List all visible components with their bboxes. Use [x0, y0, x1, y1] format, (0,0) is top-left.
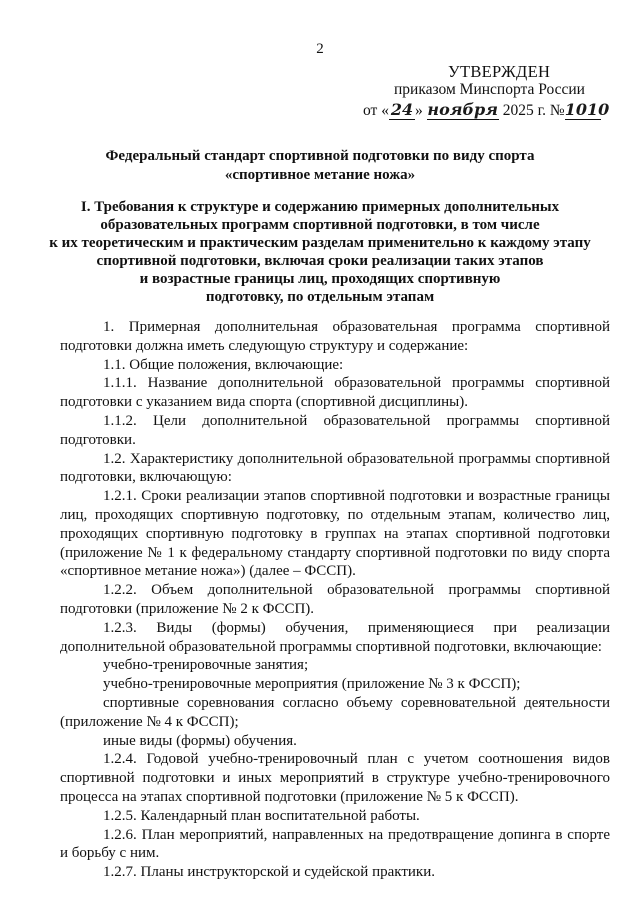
paragraph: учебно-тренировочные мероприятия (приложение № 3 к ФССП); [103, 676, 521, 693]
approval-date-line [363, 100, 610, 120]
section-heading-line: к их теоретическим и практическим разделам применительно к каждому этапу [49, 235, 591, 251]
date-prefix: от « [363, 102, 389, 119]
paragraph: 1.1.2. Цели дополнительной образовательной программы спортивной подготовки. [60, 412, 610, 448]
date-year: 2025 г. № [502, 102, 565, 119]
paragraph: 1.1.1. Название дополнительной образовательной программы спортивной подготовки с указанием вида спорта (спортивной дисциплины). [60, 375, 610, 411]
document-title-line-2: «спортивное метание ножа» [224, 167, 416, 183]
paragraph: учебно-тренировочные занятия; [103, 657, 309, 674]
paragraph: 1. Примерная дополнительная образовательная программа спортивной подготовки должна иметь следующую структуру и содержание: [60, 319, 610, 354]
paragraph: 1.2.7. Планы инструкторской и судейской практики. [103, 864, 435, 881]
handwritten-month: ноября [427, 100, 498, 119]
section-heading-line: и возрастные границы лиц, проходящих спортивную [139, 271, 501, 287]
date-mid: » [414, 102, 423, 119]
body-text [60, 318, 610, 882]
handwritten-order-number: 1010 [564, 100, 610, 119]
paragraph: 1.2.5. Календарный план воспитательной работы. [103, 807, 420, 824]
paragraph: 1.2. Характеристику дополнительной образовательной программы спортивной подготовки, включающую: [60, 450, 610, 486]
paragraph: 1.2.6. План мероприятий, направленных на предотвращение допинга в спорте и борьбу с ним. [60, 826, 610, 862]
approval-title: УТВЕРЖДЕН [448, 62, 551, 81]
approval-order-line: приказом Минспорта России [394, 81, 585, 98]
paragraph: 1.2.4. Годовой учебно-тренировочный план с учетом соотношения видов спортивной подготовки и иных мероприятий в структуре учебно-тренировочного процесса на этапах спортивной подготовки (приложение № 5 к ФССП). [60, 751, 610, 805]
paragraph: 1.2.2. Объем дополнительной образовательной программы спортивной подготовки (приложение № 2 к ФССП). [60, 582, 610, 617]
section-heading-line: подготовку, по отдельным этапам [205, 289, 435, 305]
page-number: 2 [316, 41, 324, 57]
section-heading-line: I. Требования к структуре и содержанию примерных дополнительных [80, 199, 560, 215]
paragraph: иные виды (формы) обучения. [103, 732, 297, 749]
section-heading-line: образовательных программ спортивной подготовки, в том числе [100, 217, 540, 233]
paragraph: 1.2.1. Сроки реализации этапов спортивной подготовки и возрастные границы лиц, проходящих спортивную подготовку, по отдельным этапам, количество лиц, проходящих спортивную подготовку в группах на этапах спортивной подготовки (приложение № 1 к федеральному стандарту спортивной подготовки по виду спорта «спортивное метание ножа») (далее – ФССП). [60, 488, 610, 580]
paragraph: 1.2.3. Виды (формы) обучения, применяющиеся при реализации дополнительной образовательной программы спортивной подготовки, включающие: [60, 619, 610, 655]
handwritten-day: 24 [390, 100, 414, 119]
section-heading-line: спортивной подготовки, включая сроки реализации таких этапов [96, 253, 544, 269]
paragraph: 1.1. Общие положения, включающие: [103, 356, 344, 373]
document-title-line-1: Федеральный стандарт спортивной подготовки по виду спорта [105, 148, 535, 164]
paragraph: спортивные соревнования согласно объему соревновательной деятельности (приложение № 4 к ФССП); [60, 694, 610, 730]
